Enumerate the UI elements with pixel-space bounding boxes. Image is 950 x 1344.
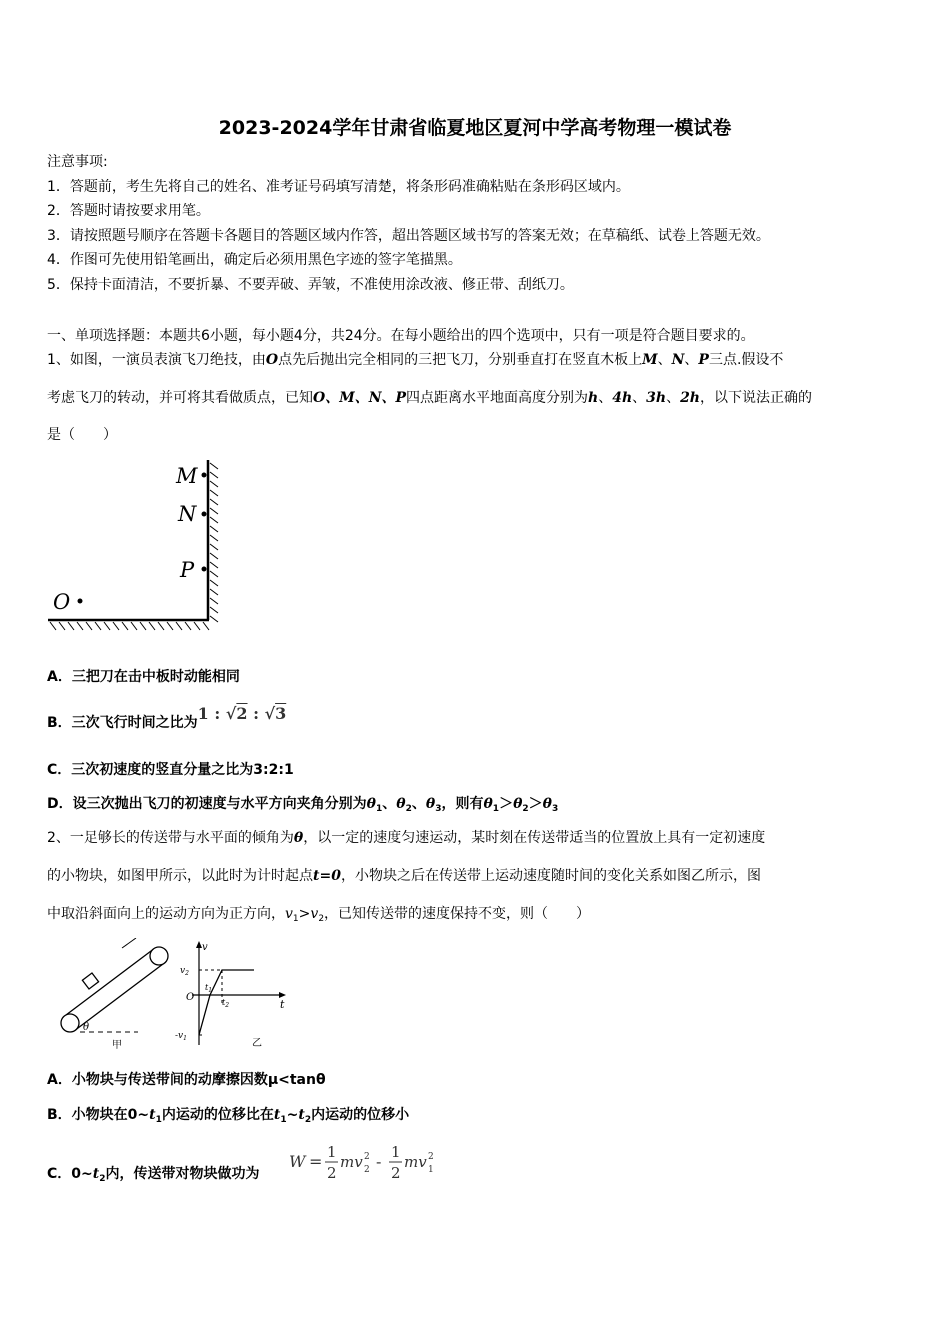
mv1-term: mv xyxy=(404,1153,427,1171)
frac1-den: 2 xyxy=(327,1164,337,1182)
t-axis-label: t xyxy=(280,998,285,1011)
point-m xyxy=(202,473,207,478)
notice-heading: 注意事项: xyxy=(47,154,108,170)
belt-bottom-line xyxy=(74,964,163,1031)
ground-hatch xyxy=(50,622,209,630)
t1-label: $t_1$ xyxy=(205,983,213,994)
label-o: O xyxy=(53,590,71,614)
point-n xyxy=(202,512,207,517)
notice-item-2: 2．答题时请按要求用笔。 xyxy=(47,203,210,219)
mv2-term: mv xyxy=(340,1153,363,1171)
q2-option-c-formula xyxy=(287,1140,447,1190)
figure-yi-label: 乙 xyxy=(252,1038,262,1049)
q1-option-d: D．设三次抛出飞刀的初速度与水平方向夹角分别为$\theta_1$、$\theta_2$、$\theta_3$，则有$\theta_1>\theta_2>\theta_3$ xyxy=(47,796,559,814)
formula-eq: = xyxy=(309,1152,323,1171)
q1-option-c: C．三次初速度的竖直分量之比为3:2:1 xyxy=(47,762,294,778)
incline-arrow xyxy=(122,938,136,948)
q2-figure-belt xyxy=(50,938,180,1053)
belt-lower-roller xyxy=(61,1014,79,1032)
mv1-sub: 1 xyxy=(428,1165,434,1175)
q1-stem-line3: 是（ ） xyxy=(47,427,117,443)
notice-item-1: 1．答题前，考生先将自己的姓名、准考证号码填写清楚，将条形码准确粘贴在条形码区域内。 xyxy=(47,179,630,195)
v2-label: $v_2$ xyxy=(180,966,189,977)
wall-hatch xyxy=(210,463,218,622)
theta-label: θ xyxy=(83,1022,90,1033)
notice-item-4: 4．作图可先使用铅笔画出，确定后必须用黑色字迹的签字笔描黑。 xyxy=(47,252,462,268)
q1-option-b: B．三次飞行时间之比为1 : √2 : √3 xyxy=(47,704,287,731)
label-m: M xyxy=(176,464,198,488)
point-o xyxy=(78,599,83,604)
q1-figure xyxy=(44,455,234,640)
q2-stem-line3: 中取沿斜面向上的运动方向为正方向，$v_1>v_2$，已知传送带的速度保持不变，则（ ） xyxy=(47,906,591,924)
q1-stem-line2: 考虑飞刀的转动，并可将其看做质点，已知O、M、N、P四点距离水平地面高度分别为h、4h、3h、2h，以下说法正确的 xyxy=(47,390,812,406)
formula-minus: - xyxy=(376,1152,382,1171)
notice-item-3: 3．请按照题号顺序在答题卡各题目的答题区域内作答，超出答题区域书写的答案无效；在草稿纸、试卷上答题无效。 xyxy=(47,228,770,244)
figure-jia-label: 甲 xyxy=(112,1040,122,1051)
q1-stem-line1: 1、如图，一演员表演飞刀绝技，由O点先后抛出完全相同的三把飞刀，分别垂直打在竖直木板上M、N、P三点.假设不 xyxy=(47,352,784,368)
belt-upper-roller xyxy=(150,947,168,965)
q2-stem-line1: 2、一足够长的传送带与水平面的倾角为θ，以一定的速度匀速运动，某时刻在传送带适当的位置放上具有一定初速度 xyxy=(47,830,766,846)
q2-figure-vt-graph xyxy=(170,938,295,1053)
mv1-sup: 2 xyxy=(428,1152,434,1162)
belt-top-line xyxy=(66,948,155,1015)
page-title: 2023-2024学年甘肃省临夏地区夏河中学高考物理一模试卷 xyxy=(218,117,732,139)
q1-option-a: A．三把刀在击中板时动能相同 xyxy=(47,669,240,685)
t2-label: $t_2$ xyxy=(222,998,230,1009)
frac2-den: 2 xyxy=(391,1164,401,1182)
point-p xyxy=(202,567,207,572)
frac1-num: 1 xyxy=(327,1143,337,1161)
label-n: N xyxy=(178,502,197,526)
section-heading: 一、单项选择题：本题共6小题，每小题4分，共24分。在每小题给出的四个选项中，只有一项是符合题目要求的。 xyxy=(47,328,755,344)
q2-stem-line2: 的小物块，如图甲所示，以此时为计时起点t=0，小物块之后在传送带上运动速度随时间的变化关系如图乙所示，图 xyxy=(47,868,761,884)
frac2-num: 1 xyxy=(391,1143,401,1161)
q2-option-a: A．小物块与传送带间的动摩擦因数μ<tanθ xyxy=(47,1072,326,1088)
formula-w: W xyxy=(289,1152,306,1171)
origin-label: O xyxy=(186,992,195,1003)
mv2-sub: 2 xyxy=(364,1165,370,1175)
q2-option-c-text: C．$0\sim t_2$内，传送带对物块做功为 xyxy=(47,1166,260,1184)
mv2-sup: 2 xyxy=(364,1152,370,1162)
q2-option-b: B．小物块在$0\sim t_1$内运动的位移比在$t_1\sim t_2$内运动的位移小 xyxy=(47,1107,410,1125)
block xyxy=(82,973,98,989)
v-axis-label: v xyxy=(202,942,208,953)
notice-item-5: 5．保持卡面清洁，不要折暴、不要弄破、弄皱，不准使用涂改液、修正带、刮纸刀。 xyxy=(47,277,574,293)
minus-v1-label: $-v_1$ xyxy=(175,1031,187,1042)
label-p: P xyxy=(180,558,195,582)
